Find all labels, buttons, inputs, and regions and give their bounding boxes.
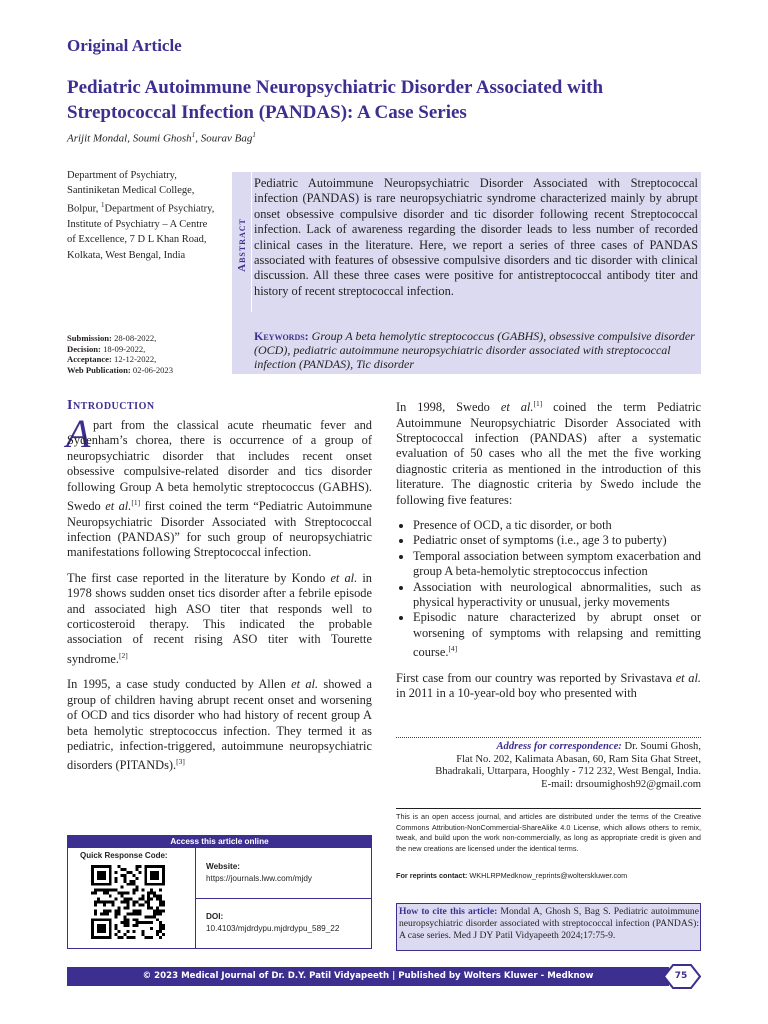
license-text: This is an open access journal, and articles are distributed under the terms of the Creative Commons Attribution-NonCommercial-ShareAlike 4.0 License, which allows others to remix, tweak, and build upon the work non-commercially, as long as appropriate credit is given and the new creations are licensed under the identical terms. — [396, 812, 701, 853]
p3-etal: et al. — [291, 677, 319, 692]
p3-ref: [3] — [176, 757, 185, 767]
doi-label: DOI: — [206, 912, 224, 921]
keywords-label: Keywords: — [254, 329, 309, 343]
correspondence-address — [396, 741, 701, 791]
web-publication-date — [67, 365, 227, 376]
web-publication-label: Web Publication: — [67, 364, 131, 375]
p4-etal: et al. — [500, 400, 534, 415]
section-label: Original Article — [67, 36, 182, 55]
citation-text — [399, 906, 699, 943]
affiliation-part-1: Department of Psychiatry, Santiniketan Medical College, Bolpur, — [67, 170, 195, 215]
author-list — [67, 131, 256, 145]
author-3: Sourav Bag — [200, 132, 253, 145]
submission-label: Submission: — [67, 333, 112, 343]
body-column-right — [396, 396, 701, 712]
article-title: Pediatric Autoimmune Neuropsychiatric Disorder Associated with Streptococcal Infection (PANDAS): A Case Series — [67, 77, 604, 123]
p4-text-b: coined the term Pediatric Autoimmune Neuropsychiatric Disorder Associated with Streptococcal infection (PANDAS) after a systematic evaluation of 50 cases who all the met the five working diagnostic criteria as mentioned in the introduction of this literature. The diagnostic criteria by Swedo include the following five features: — [396, 400, 701, 507]
acceptance-date — [67, 354, 227, 365]
keywords-text: Group A beta hemolytic streptococcus (GABHS), obsessive compulsive disorder (OCD), pediatric autoimmune neuropsychiatric disorder associated with streptococcal infection (PANDAS), Tic disorder — [254, 329, 695, 372]
body-column-left — [67, 418, 372, 784]
correspondence-name: Dr. Soumi Ghosh, — [621, 741, 701, 752]
p5-text-a: First case from our country was reported by Srivastava — [396, 670, 676, 685]
affiliation — [67, 168, 215, 263]
author-2: Soumi Ghosh — [132, 132, 192, 145]
reprints-contact — [396, 871, 701, 880]
criteria-item — [413, 610, 701, 660]
access-online-header: Access this article online — [67, 835, 372, 848]
p5-text-b: in 2011 in a 10-year-old boy who presented with — [396, 686, 637, 701]
decision-value: 18-09-2022, — [103, 343, 146, 354]
criteria-ref: [4] — [448, 644, 458, 654]
qr-code-label: Quick Response Code: — [80, 851, 168, 860]
criteria-item-text: Episodic nature characterized by abrupt onset or worsening of symptoms with relapsing and remitting course. — [413, 610, 701, 660]
p2-text-a: The first case reported in the literature by Kondo — [67, 570, 331, 585]
p1-text-b: first coined the term “Pediatric Autoimmune Neuropsychiatric Disorder Associated with Streptococcal infection (PANDAS)” for such group of neuropsychiatric manifestations following Streptococcal infection. — [67, 499, 372, 560]
acceptance-value: 12-12-2022, — [114, 354, 157, 364]
criteria-item: • Presence of OCD, a tic disorder, or both — [413, 518, 701, 533]
footer-text: © 2023 Medical Journal of Dr. D.Y. Patil Vidyapeeth | Published by Wolters Kluwer - Medknow — [142, 971, 594, 981]
intro-paragraph-1 — [67, 418, 372, 561]
decision-label: Decision: — [67, 343, 101, 354]
decision-date — [67, 344, 227, 355]
correspondence-line-1 — [396, 741, 701, 754]
submission-date — [67, 333, 227, 344]
abstract-text: Pediatric Autoimmune Neuropsychiatric Disorder Associated with Streptococcal infection (PANDAS) is rare neuropsychiatric syndrome characterized mainly by abrupt onset obsessive compulsive disorder and tic disorder following recent Streptococcal infection. Lack of awareness regarding the disorder leads to less number of recorded clinical cases in the literature. Here, we report a series of three cases of PANDAS associated with features of obsessive compulsive disorders and tic disorder with clinical discussion. All these three cases were positive for antistreptococcal antibody titer and history of recent streptococcal infection. — [254, 176, 698, 298]
abstract-label-text: Abstract — [235, 218, 248, 272]
author-separator: , — [195, 132, 198, 145]
affiliation-part-2: Department of Psychiatry, Institute of Psychiatry – A Centre of Excellence, 7 D L Khan Road, Kolkata, West Bengal, India — [67, 203, 215, 261]
introduction-heading: Introduction — [67, 398, 155, 413]
submission-value: 28-08-2022, — [114, 333, 157, 343]
author-3-affil-sup: 1 — [252, 131, 256, 139]
drop-cap: A — [66, 411, 91, 456]
web-publication-value: 02-06-2023 — [132, 364, 174, 375]
p1-text-a: part from the classical acute rheumatic fever and Sydenham’s chorea, there is occurrence of a group of neuropsychiatric disorder that includes recent onset obsessive compulsive-related disorder and tics disorder following Group A beta hemolytic streptococcus (GABHS). Swedo — [67, 418, 372, 514]
reprints-label: For reprints contact: — [396, 871, 468, 880]
citation-value: Mondal A, Ghosh S, Bag S. Pediatric autoimmune neuropsychiatric disorder associated with streptococcal infection (PANDAS): A case series. Med J DY Patil Vidyapeeth 2024;17:75-9. — [399, 906, 699, 942]
reprints-email[interactable]: WKHLRPMedknow_reprints@wolterskluwer.com — [467, 871, 628, 880]
criteria-item: • Pediatric onset of symptoms (i.e., age 3 to puberty) — [413, 533, 701, 548]
p2-text-b: in 1978 shows sudden onset tics disorder after a febrile episode and associated high ASO titer that responds well to corticosteroid therapy. This indicated the probable association of recent rising ASO titer with Tourette syndrome. — [67, 570, 372, 666]
correspondence-label: Address for correspondence: — [496, 741, 622, 752]
p1-ref: [1] — [131, 498, 141, 508]
website-label: Website: — [206, 862, 240, 871]
correspondence-rule — [396, 737, 701, 738]
diagnostic-criteria-list — [396, 518, 701, 661]
p5-etal: et al. — [675, 670, 701, 685]
intro-paragraph-4 — [396, 396, 701, 508]
p4-ref: [1] — [533, 399, 543, 408]
p2-ref: [2] — [118, 650, 128, 660]
publication-dates — [67, 333, 227, 375]
p3-text-a: In 1995, a case study conducted by Allen — [67, 677, 292, 692]
doi-link[interactable]: 10.4103/mjdrdypu.mjdrdypu_589_22 — [206, 924, 340, 933]
criteria-item: • Temporal association between symptom exacerbation and group A beta-hemolytic streptococcus infection — [413, 549, 701, 580]
license-rule — [396, 808, 701, 809]
criteria-item: • Association with neurological abnormalities, such as physical hyperactivity or unusual, jerky movements — [413, 580, 701, 611]
p3-text-b: showed a group of children having abrupt recent onset and worsening of OCD and tics disorder who had history of recent group A beta hemolytic streptococcus infection. They termed it as pediatric, infection-triggered, autoimmune neuropsychiatric disorders (PITANDs). — [67, 677, 372, 773]
correspondence-line-2: Flat No. 202, Kalimata Abasan, 60, Ram Sita Ghat Street, — [456, 753, 701, 765]
p4-text-a: In 1998, Swedo — [396, 400, 501, 415]
affiliation-sup: 1 — [101, 201, 105, 210]
access-box-rule — [195, 898, 372, 899]
keywords — [254, 329, 698, 372]
correspondence-email[interactable]: E-mail: drsoumighosh92@gmail.com — [541, 778, 701, 790]
author-2-affil-sup: 1 — [191, 131, 196, 139]
citation-label: How to cite this article: — [399, 906, 498, 917]
intro-paragraph-3 — [67, 677, 372, 774]
website-link[interactable]: https://journals.lww.com/mjdy — [206, 874, 313, 883]
intro-paragraph-2 — [67, 571, 372, 668]
p1-etal: et al. — [105, 499, 132, 514]
intro-paragraph-5 — [396, 671, 701, 702]
page-number: 75 — [674, 971, 688, 981]
author-1: Arijit Mondal, — [67, 132, 130, 145]
correspondence-line-3: Bhadrakali, Uttarpara, Hooghly - 712 232, West Bengal, India. — [435, 766, 701, 778]
acceptance-label: Acceptance: — [67, 354, 112, 364]
p2-etal: et al. — [330, 570, 358, 585]
qr-code-icon[interactable] — [91, 865, 165, 939]
